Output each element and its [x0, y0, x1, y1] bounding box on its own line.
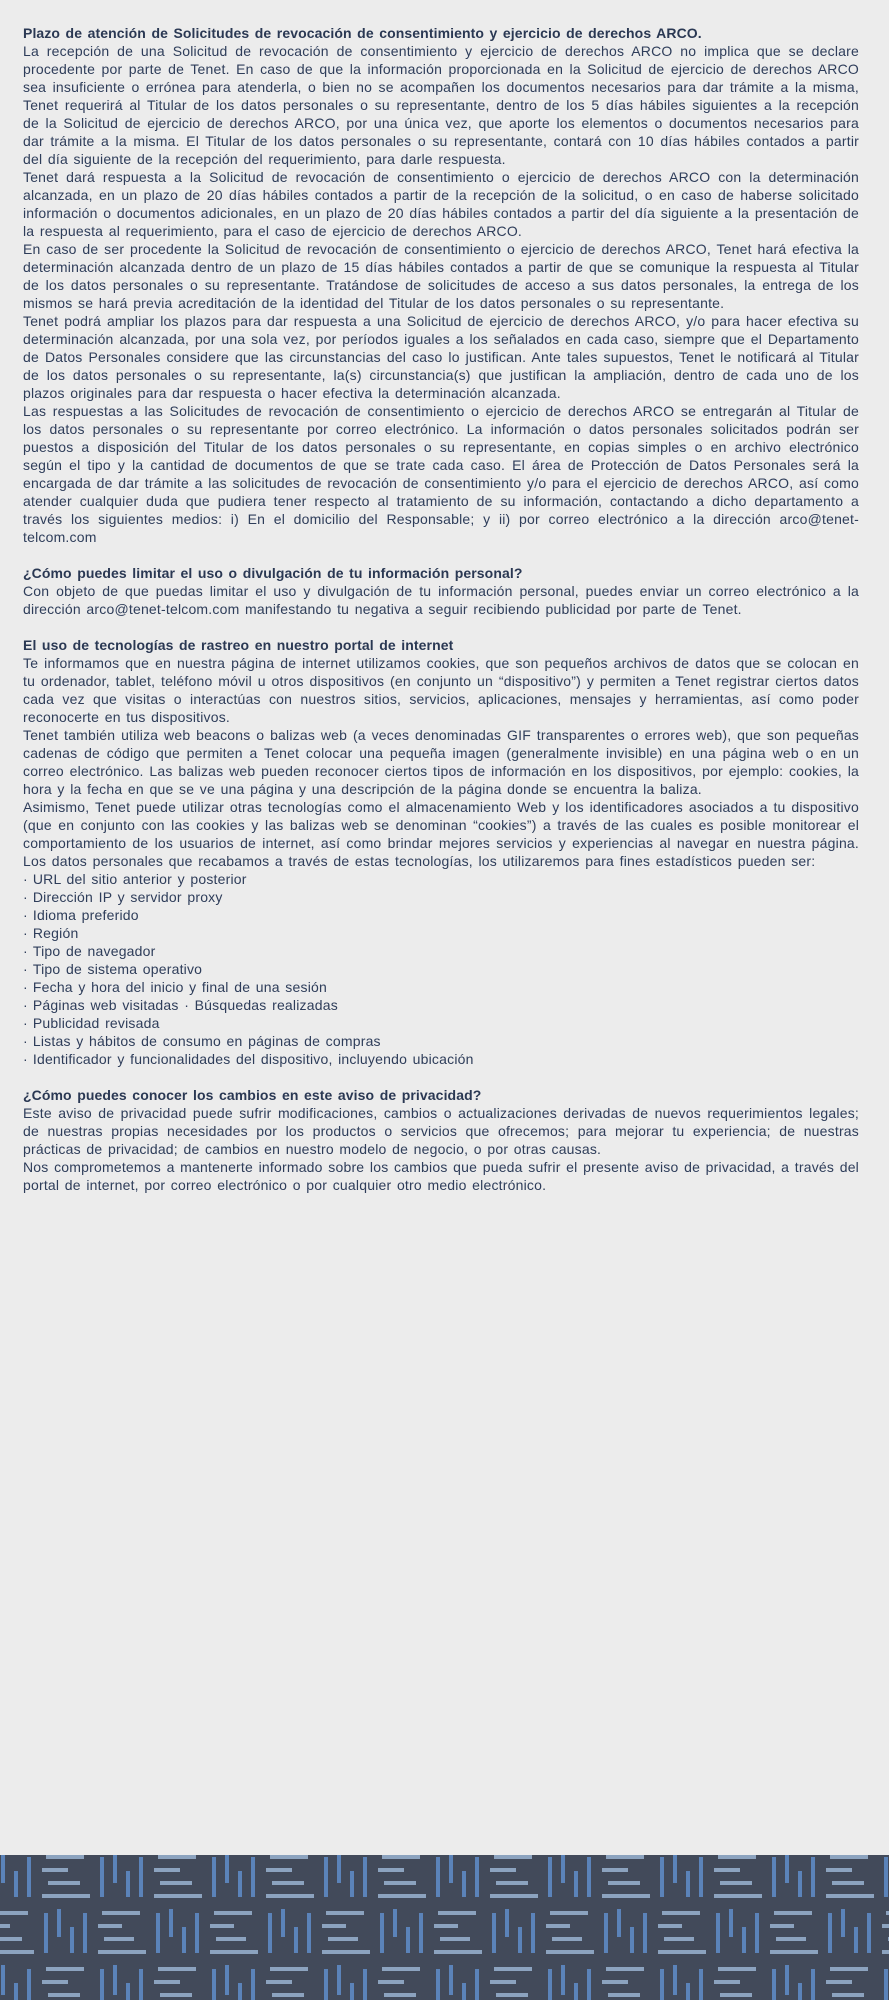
paragraph: Con objeto de que puedas limitar el uso y divulgación de tu información personal, puedes enviar un correo electrónico a la dirección arco@tenet-telcom.com manifestando tu negativa a seguir recibiendo publicidad por parte de Tenet. [23, 583, 859, 617]
collected-data-list [23, 870, 859, 1068]
section-heading-arco-response-times: Plazo de atención de Solicitudes de revocación de consentimiento y ejercicio de derechos ARCO. [23, 25, 702, 41]
list-item-text: Páginas web visitadas · Búsquedas realizadas [32, 997, 338, 1013]
paragraph: Nos comprometemos a mantenerte informado sobre los cambios que pueda sufrir el presente aviso de privacidad, a través del portal de internet, por correo electrónico o por cualquier otro medio electrónico. [23, 1159, 859, 1193]
section-privacy-notice-changes [23, 1086, 859, 1194]
bullet-dot: · [23, 871, 28, 887]
list-item-text: URL del sitio anterior y posterior [32, 871, 247, 887]
bullet-dot: · [23, 943, 28, 959]
bullet-dot: · [23, 1015, 28, 1031]
list-item-text: Idioma preferido [32, 907, 139, 923]
bullet-dot: · [23, 1033, 28, 1049]
paragraph: Asimismo, Tenet puede utilizar otras tecnologías como el almacenamiento Web y los identificadores asociados a tu dispositivo (que en conjunto con las cookies y las balizas web se denominan “cookies”) a través de las cuales es posible monitorear el comportamiento de los usuarios de internet, así como brindar mejores servicios y experiencias al navegar en nuestra página. Los datos personales que recabamos a través de estas tecnologías, los utilizaremos para fines estadísticos pueden ser: [23, 799, 859, 869]
footer-dash-pattern [0, 1855, 889, 2000]
list-item [23, 1050, 859, 1068]
list-item-text: Región [32, 925, 79, 941]
section-tracking-technologies [23, 636, 859, 1068]
list-item-text: Identificador y funcionalidades del dispositivo, incluyendo ubicación [32, 1051, 474, 1067]
list-item-text: Tipo de navegador [32, 943, 156, 959]
section-heading-privacy-notice-changes: ¿Cómo puedes conocer los cambios en este aviso de privacidad? [23, 1087, 482, 1103]
list-item-text: Tipo de sistema operativo [32, 961, 203, 977]
list-item [23, 978, 859, 996]
paragraph: Este aviso de privacidad puede sufrir modificaciones, cambios o actualizaciones derivadas de nuevos requerimientos legales; de nuestras propias necesidades por los productos o servicios que ofrecemos; para mejorar tu experiencia; de nuestras prácticas de privacidad; de cambios en nuestro modelo de negocio, o por otras causas. [23, 1105, 859, 1157]
paragraph: Tenet dará respuesta a la Solicitud de revocación de consentimiento o ejercicio de derechos ARCO con la determinación alcanzada, en un plazo de 20 días hábiles contados a partir de la recepción de la solicitud, o en caso de haberse solicitado información o documentos adicionales, en un plazo de 20 días hábiles contados a partir del día siguiente a la presentación de la respuesta al requerimiento, para el caso de ejercicio de derechos ARCO. [23, 169, 859, 239]
list-item-text: Publicidad revisada [32, 1015, 160, 1031]
bullet-dot: · [23, 889, 28, 905]
list-item [23, 960, 859, 978]
paragraph: Tenet podrá ampliar los plazos para dar respuesta a una Solicitud de ejercicio de derechos ARCO, y/o para hacer efectiva su determinación alcanzada, por una sola vez, por períodos iguales a los señalados en cada caso, siempre que el Departamento de Datos Personales considere que las circunstancias del caso lo justifican. Ante tales supuestos, Tenet le notificará al Titular de los datos personales o su representante, la(s) circunstancia(s) que justifican la ampliación, dentro de cada uno de los plazos originales para dar respuesta o hacer efectiva la determinación alcanzada. [23, 313, 859, 401]
bullet-dot: · [23, 979, 28, 995]
list-item [23, 942, 859, 960]
list-item [23, 1032, 859, 1050]
list-item [23, 870, 859, 888]
list-item-text: Fecha y hora del inicio y final de una sesión [32, 979, 327, 995]
section-arco-response-times [23, 24, 859, 546]
footer-pattern-band [0, 1855, 889, 2000]
paragraph: En caso de ser procedente la Solicitud de revocación de consentimiento o ejercicio de derechos ARCO, Tenet hará efectiva la determinación alcanzada dentro de un plazo de 15 días hábiles contados a partir de que se comunique la respuesta al Titular de los datos personales o su representante. Tratándose de solicitudes de acceso a sus datos personales, la entrega de los mismos se hará previa acreditación de la identidad del Titular de los datos personales o su representante. [23, 241, 859, 311]
bullet-dot: · [23, 997, 28, 1013]
paragraph: La recepción de una Solicitud de revocación de consentimiento y ejercicio de derechos ARCO no implica que se declare procedente por parte de Tenet. En caso de que la información proporcionada en la Solicitud de ejercicio de derechos ARCO sea insuficiente o errónea para atenderla, o bien no se acompañen los documentos necesarios para dar trámite a la misma, Tenet requerirá al Titular de los datos personales o su representante, dentro de los 5 días hábiles siguientes a la recepción de la Solicitud de ejercicio de derechos ARCO, por una única vez, que aporte los elementos o documentos necesarios para dar trámite a la misma. El Titular de los datos personales o su representante, contará con 10 días hábiles contados a partir del día siguiente de la recepción del requerimiento, para darle respuesta. [23, 43, 859, 167]
section-heading-tracking-technologies: El uso de tecnologías de rastreo en nuestro portal de internet [23, 637, 454, 653]
section-heading-limit-use-disclosure: ¿Cómo puedes limitar el uso o divulgación de tu información personal? [23, 565, 523, 581]
list-item [23, 924, 859, 942]
list-item-text: Listas y hábitos de consumo en páginas de compras [32, 1033, 381, 1049]
paragraph: Te informamos que en nuestra página de internet utilizamos cookies, que son pequeños archivos de datos que se colocan en tu ordenador, tablet, teléfono móvil u otros dispositivos (en conjunto un “dispositivo”) y permiten a Tenet registrar ciertos datos cada vez que visitas o interactúas con nuestros sitios, servicios, aplicaciones, mensajes y herramientas, así como poder reconocerte en tus dispositivos. [23, 655, 859, 725]
bullet-dot: · [23, 907, 28, 923]
list-item-text: Dirección IP y servidor proxy [32, 889, 223, 905]
paragraph: Las respuestas a las Solicitudes de revocación de consentimiento o ejercicio de derechos ARCO se entregarán al Titular de los datos personales o su representante por correo electrónico. La información o datos personales solicitados podrán ser puestos a disposición del Titular de los datos personales o su representante, en copias simples o en archivo electrónico según el tipo y la cantidad de documentos de que se trate cada caso. El área de Protección de Datos Personales será la encargada de dar trámite a las solicitudes de revocación de consentimiento y/o para el ejercicio de derechos ARCO, así como atender cualquier duda que pudiera tener respecto al tratamiento de su información, contactando a dicho departamento a través los siguientes medios: i) En el domicilio del Responsable; y ii) por correo electrónico a la dirección arco@tenet-telcom.com [23, 403, 859, 545]
list-item [23, 996, 859, 1014]
bullet-dot: · [23, 925, 28, 941]
section-limit-use-disclosure [23, 564, 859, 618]
bullet-dot: · [23, 1051, 28, 1067]
paragraph: Tenet también utiliza web beacons o balizas web (a veces denominadas GIF transparentes o errores web), que son pequeñas cadenas de código que permiten a Tenet colocar una pequeña imagen (generalmente invisible) en una página web o en un correo electrónico. Las balizas web pueden reconocer ciertos tipos de información en los dispositivos, por ejemplo: cookies, la hora y la fecha en que se ve una página y una descripción de la página donde se encuentra la baliza. [23, 727, 859, 797]
list-item [23, 1014, 859, 1032]
bullet-dot: · [23, 961, 28, 977]
list-item [23, 888, 859, 906]
list-item [23, 906, 859, 924]
